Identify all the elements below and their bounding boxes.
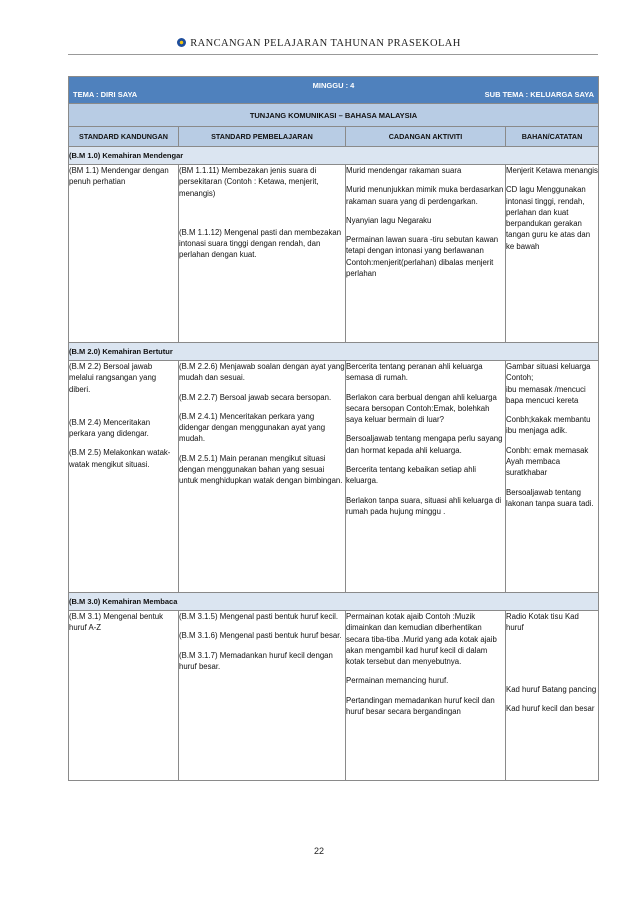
aktiviti-text: Permainan lawan suara -tiru sebutan kawan tetapi dengan intonasi yang berlawanan Contoh:menjerit(perlahan) dibalas menjerit perlahan [346, 235, 499, 279]
aktiviti-text: Permainan kotak ajaib Contoh :Muzik dimainkan dan kemudian diberhentikan secara tiba-tiba .Murid yang ada kotak ajaib akan mengambil kad huruf kecil di dalam kotak tersebut dan menyebutnya. [346, 612, 497, 667]
pembelajaran-text: (B.M 3.1.5) Mengenal pasti bentuk huruf kecil. [179, 612, 339, 621]
aktiviti-text: Bercerita tentang kebaikan setiap ahli keluarga. [346, 465, 477, 486]
bahan-text: Radio Kotak tisu Kad huruf [506, 612, 579, 633]
subtheme-label: SUB TEMA : KELUARGA SAYA [484, 90, 594, 99]
kandungan-text: (B.M 2.2) Bersoal jawab melalui rangsangan yang diberi. [69, 362, 157, 394]
col-header-pembelajaran: STANDARD PEMBELAJARAN [179, 127, 346, 147]
aktiviti-cell [346, 611, 506, 781]
page-number: 22 [313, 846, 324, 856]
section-header-row [69, 343, 599, 361]
aktiviti-text: Murid menunjukkan mimik muka berdasarkan rakaman suara yang di perdengarkan. [346, 185, 504, 206]
aktiviti-text: Bersoaljawab tentang mengapa perlu sayang dan hormat kepada ahli keluarga. [346, 434, 503, 455]
aktiviti-cell [346, 361, 506, 593]
column-header-row [69, 127, 599, 147]
section-header-row [69, 593, 599, 611]
bahan-text: Bersoaljawab tentang lakonan tanpa suara tadi. [506, 487, 594, 508]
section-title: (B.M 3.0) Kemahiran Membaca [69, 593, 599, 611]
ministry-logo-icon [177, 38, 186, 47]
pembelajaran-text: (B.M 1.1.12) Mengenal pasti dan membezakan intonasi suara tinggi dengan rendah, dan perlahan dengan kuat. [179, 227, 342, 260]
bahan-text: Gambar situasi keluarga Contoh; [506, 362, 591, 383]
bahan-text: ibu memasak /mencuci bapa mencuci kereta [506, 384, 586, 405]
theme-label: TEMA : DIRI SAYA [73, 90, 138, 99]
week-row [69, 77, 599, 104]
kandungan-text: (BM 1.1) Mendengar dengan penuh perhatian [69, 166, 169, 187]
bahan-text: Kad huruf Batang pancing [506, 684, 597, 694]
pembelajaran-cell [179, 165, 346, 343]
section-content-row [69, 361, 599, 593]
pembelajaran-text: (B.M 2.5.1) Main peranan mengikut situasi dengan menggunakan bahan yang sesuai untuk menghidupkan watak dengan bimbingan. [179, 453, 343, 486]
section-header-row [69, 147, 599, 165]
section-content-row [69, 165, 599, 343]
pembelajaran-cell [179, 361, 346, 593]
bahan-text: Conbh: emak memasak Ayah membaca suratkhabar [506, 445, 589, 478]
header-title: RANCANGAN PELAJARAN TAHUNAN PRASEKOLAH [190, 38, 461, 49]
aktiviti-cell [346, 165, 506, 343]
pembelajaran-text: (B.M 2.4.1) Menceritakan perkara yang didengar dengan menggunakan ayat yang mudah. [179, 411, 326, 444]
tunjang-label: TUNJANG KOMUNIKASI – BAHASA MALAYSIA [69, 104, 599, 127]
aktiviti-text: Pertandingan memadankan huruf kecil dan huruf besar secara bergandingan [346, 695, 495, 717]
pembelajaran-cell [179, 611, 346, 781]
pembelajaran-text: (B.M 3.1.7) Memadankan huruf kecil dengan huruf besar. [179, 650, 333, 671]
kandungan-cell [69, 611, 179, 781]
aktiviti-text: Berlakon tanpa suara, situasi ahli keluarga di rumah pada hujung minggu . [346, 495, 502, 516]
bahan-cell [506, 611, 599, 781]
section-content-row [69, 611, 599, 781]
header-divider [68, 54, 598, 55]
aktiviti-text: Murid mendengar rakaman suara [346, 166, 462, 175]
aktiviti-text: Bercerita tentang peranan ahli keluarga semasa di rumah. [346, 362, 483, 383]
bahan-text: Conbh;kakak membantu ibu menjaga adik. [506, 415, 591, 436]
bahan-cell [506, 165, 599, 343]
kandungan-cell [69, 165, 179, 343]
lesson-plan-table [68, 76, 599, 781]
section-title: (B.M 1.0) Kemahiran Mendengar [69, 147, 599, 165]
pembelajaran-text: (B.M 2.2.7) Bersoal jawab secara bersopan. [179, 392, 332, 402]
section-title: (B.M 2.0) Kemahiran Bertutur [69, 343, 599, 361]
col-header-kandungan: STANDARD KANDUNGAN [69, 127, 179, 147]
page-header [0, 38, 638, 49]
aktiviti-text: Berlakon cara berbual dengan ahli keluarga secara bersopan Contoh:Emak, bolehkah saya keluar bermain di luar? [346, 392, 497, 425]
week-cell [69, 77, 599, 104]
kandungan-text: (B.M 3.1) Mengenal bentuk huruf A-Z [69, 612, 164, 633]
aktiviti-text: Nyanyian lagu Negaraku [346, 215, 432, 225]
bahan-text: CD lagu Menggunakan intonasi tinggi, rendah, perlahan dan kuat berpandukan gerakan tangan guru ke atas dan ke bawah [506, 185, 591, 251]
bahan-cell [506, 361, 599, 593]
pembelajaran-text: (B.M 2.2.6) Menjawab soalan dengan ayat yang mudah dan sesuai. [179, 362, 345, 383]
aktiviti-text: Permainan memancing huruf. [346, 676, 449, 686]
bahan-text: Menjerit Ketawa menangis [506, 166, 598, 175]
col-header-aktiviti: CADANGAN AKTIVITI [346, 127, 506, 147]
kandungan-cell [69, 361, 179, 593]
col-header-bahan: BAHAN/CATATAN [506, 127, 599, 147]
bahan-text: Kad huruf kecil dan besar [506, 703, 595, 713]
tunjang-row [69, 104, 599, 127]
week-label: MINGGU : 4 [312, 81, 355, 90]
pembelajaran-text: (B.M 3.1.6) Mengenal pasti bentuk huruf besar. [179, 631, 342, 641]
pembelajaran-text: (BM 1.1.11) Membezakan jenis suara di persekitaran (Contoh : Ketawa, menjerit, menangis) [179, 166, 319, 198]
kandungan-text: (B.M 2.5) Melakonkan watak-watak mengikut situasi. [69, 448, 171, 469]
kandungan-text: (B.M 2.4) Menceritakan perkara yang didengar. [69, 417, 151, 439]
